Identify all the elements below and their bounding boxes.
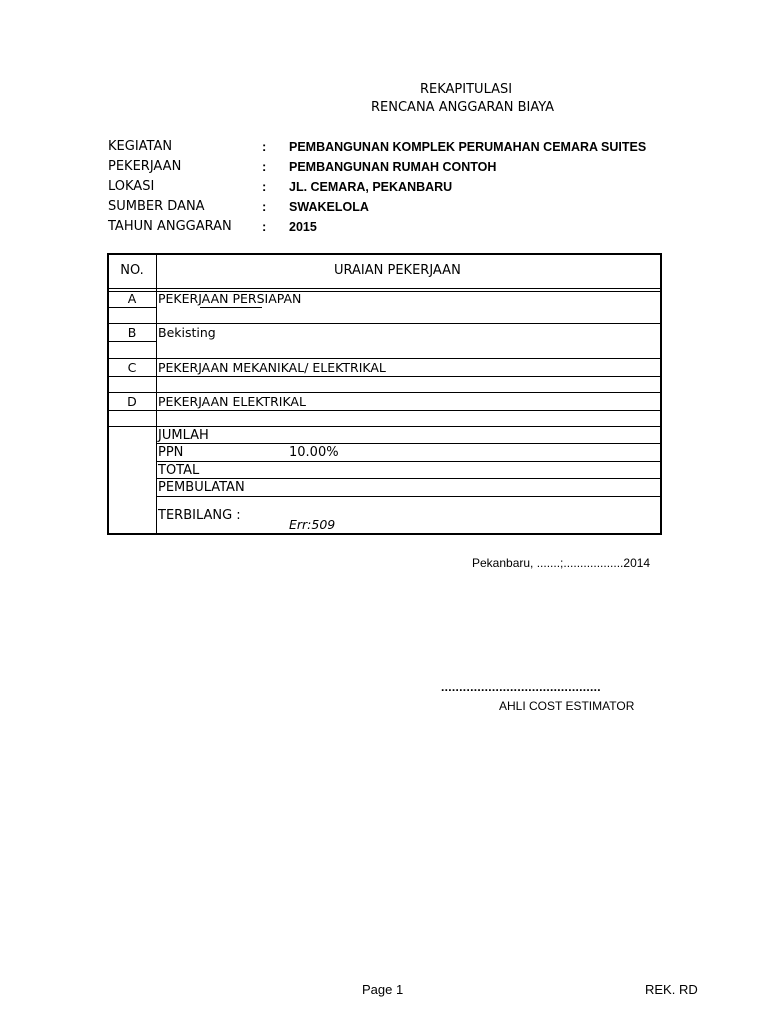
summary-line: [156, 443, 661, 444]
info-label-kegiatan: KEGIATAN: [108, 139, 173, 154]
info-colon: :: [262, 219, 267, 234]
row-no-d: D: [127, 394, 137, 409]
summary-terbilang-value: Err:509: [289, 517, 336, 532]
row-desc-a: PEKERJAAN PERSIAPAN: [158, 291, 302, 306]
title-line-2: RENCANA ANGGARAN BIAYA: [371, 100, 555, 115]
summary-line: [156, 461, 661, 462]
summary-total: TOTAL: [158, 463, 200, 478]
info-colon: :: [262, 159, 267, 174]
signature-role: AHLI COST ESTIMATOR: [499, 699, 635, 713]
sheet-name: REK. RD: [645, 982, 698, 997]
summary-line: [156, 496, 661, 497]
table-border-bottom: [107, 533, 661, 535]
column-header-no: NO.: [120, 263, 144, 278]
column-header-uraian: URAIAN PEKERJAAN: [334, 263, 461, 278]
row-desc-d: PEKERJAAN ELEKTRIKAL: [158, 394, 306, 409]
summary-pembulatan: PEMBULATAN: [158, 480, 245, 495]
info-colon: :: [262, 179, 267, 194]
info-label-tahun-anggaran: TAHUN ANGGARAN: [108, 219, 232, 234]
info-value-pekerjaan: PEMBANGUNAN RUMAH CONTOH: [289, 160, 497, 174]
row-no-c: C: [127, 360, 137, 375]
row-line: [107, 392, 661, 393]
summary-terbilang: TERBILANG :: [158, 508, 241, 523]
row-line: [107, 410, 661, 411]
info-label-lokasi: LOKASI: [108, 179, 155, 194]
info-label-sumber-dana: SUMBER DANA: [108, 199, 205, 214]
place-date: Pekanbaru, .......;..................2014: [472, 556, 651, 570]
info-label-pekerjaan: PEKERJAAN: [108, 159, 182, 174]
summary-ppn: PPN: [158, 445, 184, 460]
info-value-tahun-anggaran: 2015: [289, 220, 317, 234]
table-border-top: [107, 253, 661, 255]
table-border-right: [660, 253, 662, 535]
info-colon: :: [262, 199, 267, 214]
summary-ppn-rate: 10.00%: [289, 445, 339, 460]
row-line: [107, 358, 661, 359]
row-no-b: B: [127, 325, 137, 340]
text-underline: [200, 307, 262, 308]
signature-line: ............................................: [441, 680, 601, 694]
row-no-a: A: [127, 291, 137, 306]
summary-jumlah: JUMLAH: [158, 428, 209, 443]
title-line-1: REKAPITULASI: [420, 82, 513, 97]
row-desc-c: PEKERJAAN MEKANIKAL/ ELEKTRIKAL: [158, 360, 386, 375]
row-line: [107, 307, 156, 308]
info-value-lokasi: JL. CEMARA, PEKANBARU: [289, 180, 453, 194]
summary-line: [156, 478, 661, 479]
row-desc-b: Bekisting: [158, 325, 216, 340]
info-value-kegiatan: PEMBANGUNAN KOMPLEK PERUMAHAN CEMARA SUITES: [289, 140, 647, 154]
row-line: [107, 323, 661, 324]
row-line: [107, 426, 661, 427]
table-column-divider: [156, 253, 157, 534]
row-line: [107, 376, 661, 377]
row-line: [107, 341, 156, 342]
page-number: Page 1: [362, 982, 404, 997]
summary-box-right: [660, 426, 661, 444]
info-value-sumber-dana: SWAKELOLA: [289, 200, 369, 214]
info-colon: :: [262, 139, 267, 154]
header-divider: [107, 288, 661, 289]
